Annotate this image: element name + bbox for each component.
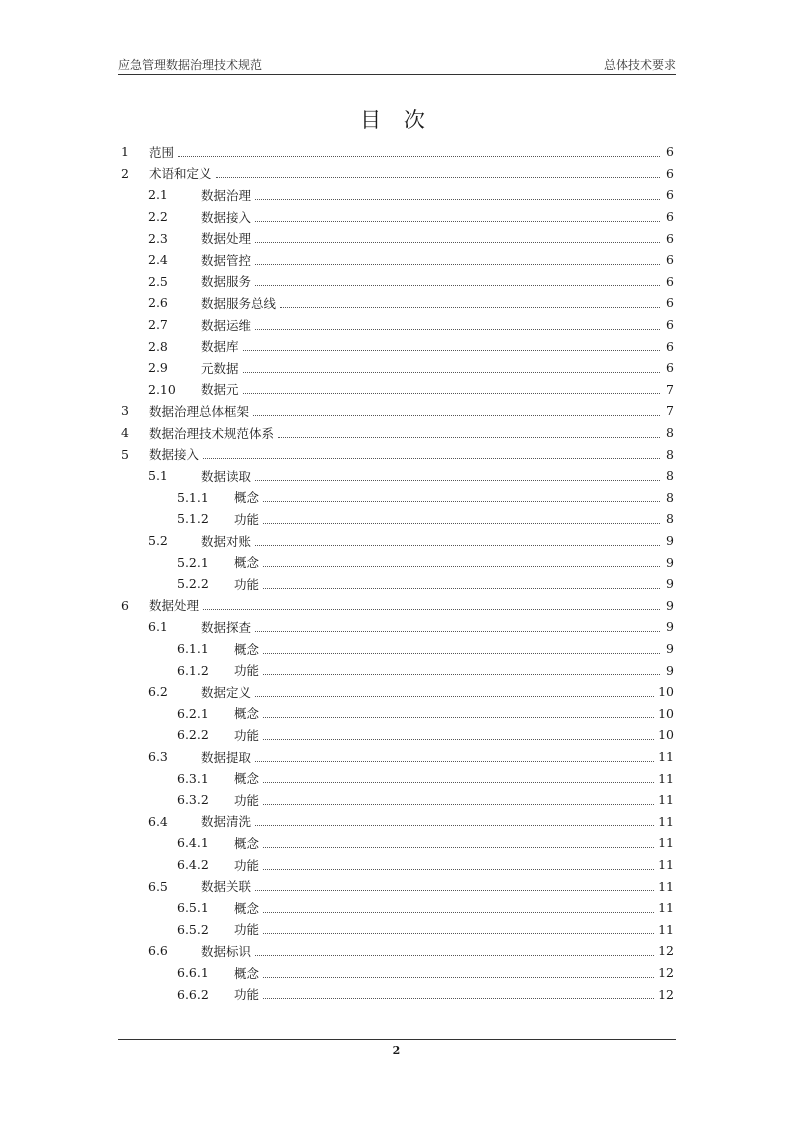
- toc-entry-title: 功能: [234, 987, 260, 1003]
- toc-entry[interactable]: [177, 551, 674, 573]
- toc-entry[interactable]: [148, 227, 674, 249]
- toc-entry-number: 2: [121, 165, 129, 181]
- toc-entry-page: 6: [666, 187, 674, 203]
- toc-dot-leader: [255, 198, 660, 200]
- toc-dot-leader: [255, 263, 660, 265]
- toc-entry-number: 5: [121, 446, 129, 462]
- footer-rule: [118, 1039, 676, 1040]
- toc-entry-title: 范围: [149, 144, 175, 160]
- toc-entry-page: 11: [658, 813, 674, 829]
- toc-entry-page: 6: [666, 317, 674, 333]
- toc-dot-leader: [263, 781, 654, 783]
- toc-entry-title: 数据关联: [201, 879, 252, 895]
- toc-entry-number: 6.6.2: [177, 986, 209, 1002]
- toc-entry[interactable]: [148, 811, 674, 833]
- toc-entry-title: 数据读取: [201, 468, 252, 484]
- toc-dot-leader: [263, 673, 660, 675]
- toc-entry-number: 2.1: [148, 187, 168, 203]
- toc-dot-leader: [263, 868, 654, 870]
- toc-entry[interactable]: [121, 595, 674, 617]
- toc-entry-number: 5.2.2: [177, 576, 209, 592]
- toc-entry-title: 数据处理: [201, 231, 252, 247]
- toc-dot-leader: [255, 954, 654, 956]
- toc-entry[interactable]: [148, 249, 674, 271]
- toc-entry-page: 9: [666, 576, 674, 592]
- toc-entry-page: 6: [666, 230, 674, 246]
- toc-entry-number: 5.1.1: [177, 489, 209, 505]
- toc-entry-number: 6.1.2: [177, 662, 209, 678]
- toc-entry-page: 8: [666, 489, 674, 505]
- toc-entry-number: 5.2: [148, 533, 168, 549]
- toc-entry-number: 6: [121, 597, 129, 613]
- toc-entry-page: 11: [658, 835, 674, 851]
- toc-entry-title: 元数据: [201, 360, 239, 376]
- toc-entry-page: 6: [666, 360, 674, 376]
- toc-entry-number: 6.3.2: [177, 792, 209, 808]
- toc-entry-title: 数据运维: [201, 317, 252, 333]
- toc-entry-page: 6: [666, 144, 674, 160]
- toc-dot-leader: [243, 371, 660, 373]
- toc-dot-leader: [263, 500, 660, 502]
- header-section-title: 总体技术要求: [603, 58, 676, 72]
- toc-entry-title: 概念: [234, 490, 260, 506]
- toc-entry-title: 概念: [234, 555, 260, 571]
- toc-entry-page: 7: [666, 381, 674, 397]
- toc-entry[interactable]: [121, 443, 674, 465]
- toc-entry-page: 9: [666, 533, 674, 549]
- toc-entry-title: 数据元: [201, 382, 239, 398]
- toc-entry-page: 10: [658, 705, 674, 721]
- toc-entry[interactable]: [121, 141, 674, 163]
- toc-entry[interactable]: [148, 184, 674, 206]
- page-header: [118, 54, 676, 75]
- toc-entry-page: 11: [658, 921, 674, 937]
- toc-dot-leader: [255, 824, 654, 826]
- toc-entry-number: 6.5: [148, 878, 168, 894]
- toc-entry-title: 数据接入: [201, 209, 252, 225]
- toc-entry-number: 2.10: [148, 381, 176, 397]
- toc-dot-leader: [243, 349, 660, 351]
- toc-dot-leader: [255, 241, 660, 243]
- toc-heading: 目 次: [360, 108, 433, 132]
- toc-entry[interactable]: [121, 422, 674, 444]
- toc-entry-title: 数据对账: [201, 533, 252, 549]
- toc-dot-leader: [263, 738, 654, 740]
- toc-entry-page: 12: [658, 986, 674, 1002]
- toc-dot-leader: [255, 284, 660, 286]
- toc-entry-page: 6: [666, 209, 674, 225]
- toc-entry-page: 6: [666, 295, 674, 311]
- toc-dot-leader: [255, 889, 654, 891]
- toc-entry[interactable]: [148, 335, 674, 357]
- toc-dot-leader: [178, 155, 660, 157]
- toc-dot-leader: [253, 414, 660, 416]
- toc-entry-page: 6: [666, 252, 674, 268]
- toc-entry-number: 2.8: [148, 338, 168, 354]
- toc-entry-title: 数据接入: [149, 447, 200, 463]
- toc-entry[interactable]: [148, 875, 674, 897]
- toc-entry-page: 8: [666, 425, 674, 441]
- toc-entry-page: 11: [658, 792, 674, 808]
- toc-entry[interactable]: [177, 962, 674, 984]
- toc-dot-leader: [263, 997, 654, 999]
- toc-entry-title: 数据服务总线: [201, 295, 277, 311]
- toc-entry[interactable]: [148, 357, 674, 379]
- toc-entry-number: 6.4: [148, 813, 168, 829]
- toc-entry-title: 功能: [234, 727, 260, 743]
- toc-entry-number: 6.4.2: [177, 857, 209, 873]
- toc-entry-title: 术语和定义: [149, 166, 212, 182]
- toc-entry-number: 6.2: [148, 684, 168, 700]
- toc-dot-leader: [280, 306, 660, 308]
- toc-entry-page: 11: [658, 749, 674, 765]
- toc-entry-number: 2.4: [148, 252, 168, 268]
- toc-entry[interactable]: [177, 767, 674, 789]
- toc-entry-title: 数据库: [201, 339, 239, 355]
- toc-entry-title: 数据处理: [149, 598, 200, 614]
- toc-entry-page: 11: [658, 900, 674, 916]
- toc-dot-leader: [263, 522, 660, 524]
- toc-entry[interactable]: [177, 983, 674, 1005]
- toc-entry-number: 2.5: [148, 273, 168, 289]
- toc-entry-number: 6.2.1: [177, 705, 209, 721]
- toc-entry-title: 数据治理总体框架: [149, 403, 250, 419]
- toc-entry-number: 6.1: [148, 619, 168, 635]
- toc-entry-number: 6.5.2: [177, 921, 209, 937]
- toc-entry[interactable]: [177, 724, 674, 746]
- toc-entry-title: 数据清洗: [201, 814, 252, 830]
- toc-entry-number: 3: [121, 403, 129, 419]
- toc-entry-page: 6: [666, 338, 674, 354]
- toc-dot-leader: [263, 803, 654, 805]
- toc-entry-page: 9: [666, 641, 674, 657]
- toc-dot-leader: [263, 652, 660, 654]
- toc-entry-page: 7: [666, 403, 674, 419]
- toc-entry[interactable]: [177, 659, 674, 681]
- toc-entry-page: 11: [658, 857, 674, 873]
- toc-entry-number: 6.1.1: [177, 641, 209, 657]
- toc-entry[interactable]: [177, 854, 674, 876]
- toc-entry-title: 概念: [234, 965, 260, 981]
- toc-entry-page: 11: [658, 878, 674, 894]
- toc-entry-number: 6.4.1: [177, 835, 209, 851]
- toc-entry-page: 9: [666, 619, 674, 635]
- toc-entry-title: 概念: [234, 641, 260, 657]
- toc-entry-title: 数据提取: [201, 749, 252, 765]
- toc-entry-title: 概念: [234, 706, 260, 722]
- toc-entry-page: 10: [658, 684, 674, 700]
- toc-entry-title: 数据标识: [201, 943, 252, 959]
- toc-entry-number: 6.3.1: [177, 770, 209, 786]
- header-document-title: 应急管理数据治理技术规范: [118, 58, 263, 72]
- toc-entry[interactable]: [148, 271, 674, 293]
- toc-entry-title: 数据探查: [201, 619, 252, 635]
- toc-entry-page: 12: [658, 965, 674, 981]
- toc-entry[interactable]: [177, 573, 674, 595]
- toc-entry-number: 4: [121, 425, 129, 441]
- toc-entry-title: 数据治理: [201, 187, 252, 203]
- toc-entry-number: 6.6.1: [177, 965, 209, 981]
- toc-dot-leader: [203, 457, 660, 459]
- toc-entry-page: 8: [666, 468, 674, 484]
- toc-entry[interactable]: [177, 487, 674, 509]
- toc-entry[interactable]: [148, 314, 674, 336]
- toc-entry[interactable]: [177, 789, 674, 811]
- toc-entry-page: 9: [666, 597, 674, 613]
- toc-entry[interactable]: [177, 703, 674, 725]
- toc-dot-leader: [263, 565, 660, 567]
- toc-dot-leader: [255, 479, 660, 481]
- toc-entry-page: 9: [666, 662, 674, 678]
- toc-entry[interactable]: [148, 616, 674, 638]
- toc-entry-number: 5.2.1: [177, 554, 209, 570]
- toc-entry[interactable]: [177, 919, 674, 941]
- toc-entry[interactable]: [148, 206, 674, 228]
- toc-entry-title: 数据治理技术规范体系: [149, 425, 275, 441]
- toc-entry-number: 2.9: [148, 360, 168, 376]
- toc-entry-page: 10: [658, 727, 674, 743]
- toc-entry-number: 2.7: [148, 317, 168, 333]
- toc-dot-leader: [216, 176, 660, 178]
- toc-entry-title: 功能: [234, 511, 260, 527]
- toc-dot-leader: [243, 392, 660, 394]
- toc-dot-leader: [255, 760, 654, 762]
- toc-entry-title: 功能: [234, 576, 260, 592]
- toc-entry-title: 概念: [234, 900, 260, 916]
- toc-dot-leader: [263, 716, 654, 718]
- toc-dot-leader: [263, 587, 660, 589]
- toc-entry-title: 数据定义: [201, 684, 252, 700]
- toc-entry[interactable]: [177, 638, 674, 660]
- toc-entry-title: 功能: [234, 792, 260, 808]
- toc-entry-number: 1: [121, 144, 129, 160]
- toc-dot-leader: [203, 608, 660, 610]
- toc-dot-leader: [263, 932, 654, 934]
- toc-dot-leader: [263, 846, 654, 848]
- toc-dot-leader: [263, 911, 654, 913]
- toc-entry-page: 9: [666, 554, 674, 570]
- toc-dot-leader: [255, 695, 654, 697]
- toc-entry[interactable]: [148, 292, 674, 314]
- toc-entry-page: 11: [658, 770, 674, 786]
- toc-entry-title: 概念: [234, 771, 260, 787]
- toc-entry-page: 6: [666, 165, 674, 181]
- toc-entry-number: 2.2: [148, 209, 168, 225]
- toc-entry[interactable]: [177, 508, 674, 530]
- toc-entry-title: 数据服务: [201, 274, 252, 290]
- toc-dot-leader: [278, 436, 660, 438]
- toc-entry-number: 5.1: [148, 468, 168, 484]
- toc-entry[interactable]: [148, 681, 674, 703]
- toc-dot-leader: [255, 220, 660, 222]
- toc-entry-page: 12: [658, 943, 674, 959]
- toc-entry[interactable]: [121, 400, 674, 422]
- toc-entry-number: 5.1.2: [177, 511, 209, 527]
- toc-entry-number: 2.3: [148, 230, 168, 246]
- toc-entry-title: 功能: [234, 663, 260, 679]
- toc-entry-title: 功能: [234, 922, 260, 938]
- toc-dot-leader: [255, 630, 660, 632]
- toc-entry[interactable]: [148, 465, 674, 487]
- toc-entry[interactable]: [148, 379, 674, 401]
- page-number: 2: [392, 1044, 401, 1057]
- toc-entry-page: 8: [666, 446, 674, 462]
- toc-entry[interactable]: [148, 746, 674, 768]
- toc-entry-number: 2.6: [148, 295, 168, 311]
- toc-entry[interactable]: [121, 163, 674, 185]
- toc-entry[interactable]: [148, 530, 674, 552]
- toc-entry-page: 8: [666, 511, 674, 527]
- toc-dot-leader: [263, 976, 654, 978]
- toc-entry[interactable]: [148, 940, 674, 962]
- toc-entry-number: 6.2.2: [177, 727, 209, 743]
- toc-entry[interactable]: [177, 832, 674, 854]
- toc-dot-leader: [255, 328, 660, 330]
- toc-entry-number: 6.6: [148, 943, 168, 959]
- toc-entry-number: 6.3: [148, 749, 168, 765]
- toc-entry-title: 概念: [234, 835, 260, 851]
- toc-dot-leader: [255, 544, 660, 546]
- toc-entry-title: 数据管控: [201, 252, 252, 268]
- toc-entry-number: 6.5.1: [177, 900, 209, 916]
- toc-entry-page: 6: [666, 273, 674, 289]
- toc-entry-title: 功能: [234, 857, 260, 873]
- toc-entry[interactable]: [177, 897, 674, 919]
